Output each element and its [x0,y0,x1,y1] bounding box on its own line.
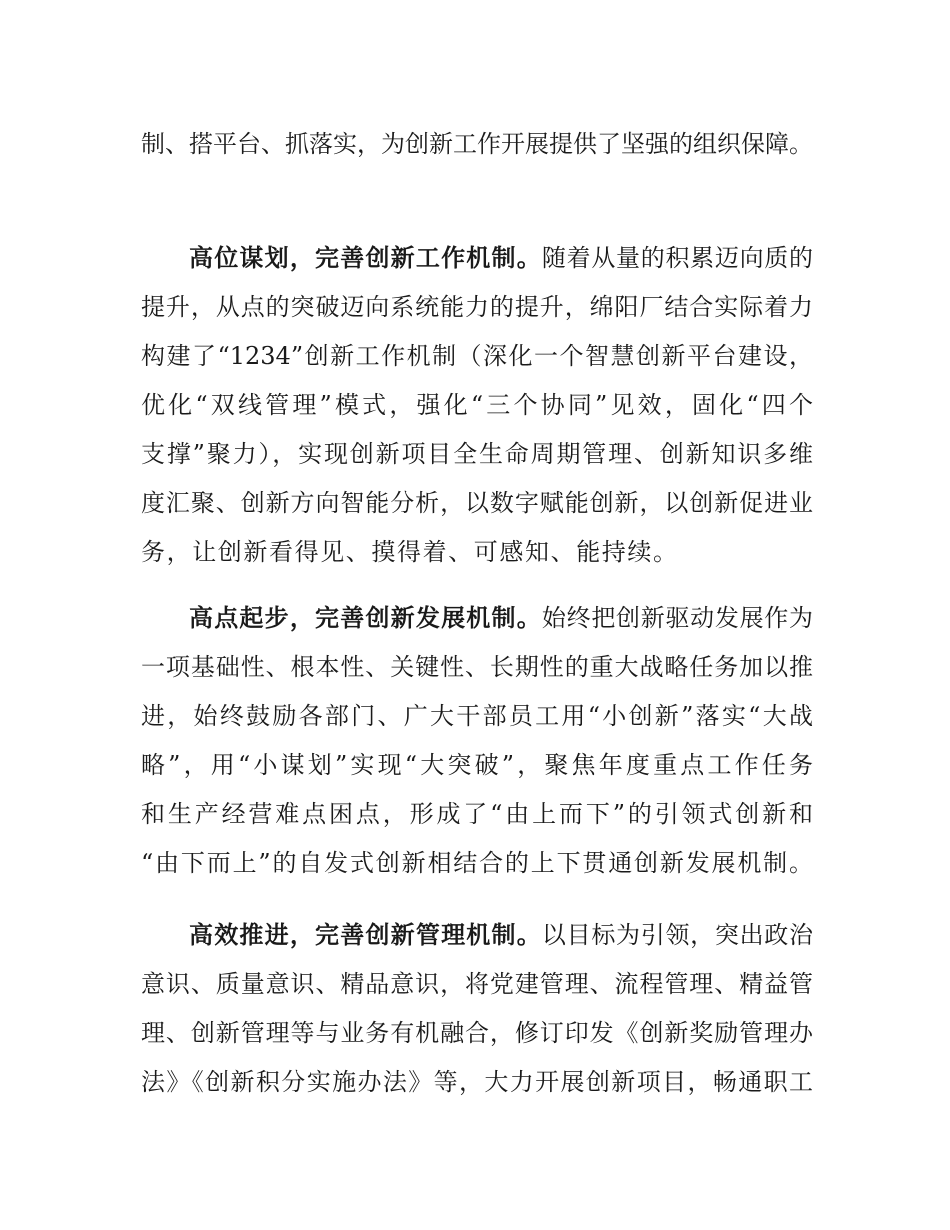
paragraph-3-first-rest: 始终把创新驱动发展作为 [541,604,813,632]
paragraph-2-line-6: 度汇聚、创新方向智能分析，以数字赋能创新，以创新促进业 [141,489,813,517]
paragraph-3-line-5: 和生产经营难点困点，形成了“由上而下”的引领式创新和 [141,800,813,828]
paragraph-2-first-line [189,241,813,275]
paragraph-3-line-3: 进，始终鼓励各部门、广大干部员工用“小创新”落实“大战 [141,702,813,730]
paragraph-2-line-3: 构建了“1234”创新工作机制（深化一个智慧创新平台建设， [141,342,813,370]
paragraph-2-first-rest: 随着从量的积累迈向质的 [541,244,813,272]
paragraph-2-heading: 高位谋划，完善创新工作机制。 [189,244,542,272]
paragraph-2-line-5: 支撑”聚力），实现创新项目全生命周期管理、创新知识多维 [141,440,813,468]
paragraph-4-first-rest: 以目标为引领，突出政治 [541,921,813,949]
paragraph-3-line-6: “由下而上”的自发式创新相结合的上下贯通创新发展机制。 [141,849,813,877]
paragraph-2-line-2: 提升，从点的突破迈向系统能力的提升，绵阳厂结合实际着力 [141,293,813,321]
paragraph-4-line-4: 法》《创新积分实施办法》等，大力开展创新项目，畅通职工 [141,1068,813,1096]
paragraph-3-first-line [189,601,813,635]
paragraph-3-heading: 高点起步，完善创新发展机制。 [189,604,542,632]
paragraph-3-line-4: 略”，用“小谋划”实现“大突破”，聚焦年度重点工作任务 [141,751,813,779]
paragraph-1-line-1: 制、搭平台、抓落实，为创新工作开展提供了坚强的组织保障。 [141,130,813,158]
paragraph-4-line-2: 意识、质量意识、精品意识，将党建管理、流程管理、精益管 [141,970,813,998]
paragraph-4-line-3: 理、创新管理等与业务有机融合，修订印发《创新奖励管理办 [141,1019,813,1047]
paragraph-2-line-7: 务，让创新看得见、摸得着、可感知、能持续。 [141,538,679,566]
paragraph-2-line-4: 优化“双线管理”模式，强化“三个协同”见效，固化“四个 [141,391,813,419]
paragraph-4-first-line [189,918,813,952]
paragraph-4-heading: 高效推进，完善创新管理机制。 [189,921,542,949]
paragraph-3-line-2: 一项基础性、根本性、关键性、长期性的重大战略任务加以推 [141,653,813,681]
